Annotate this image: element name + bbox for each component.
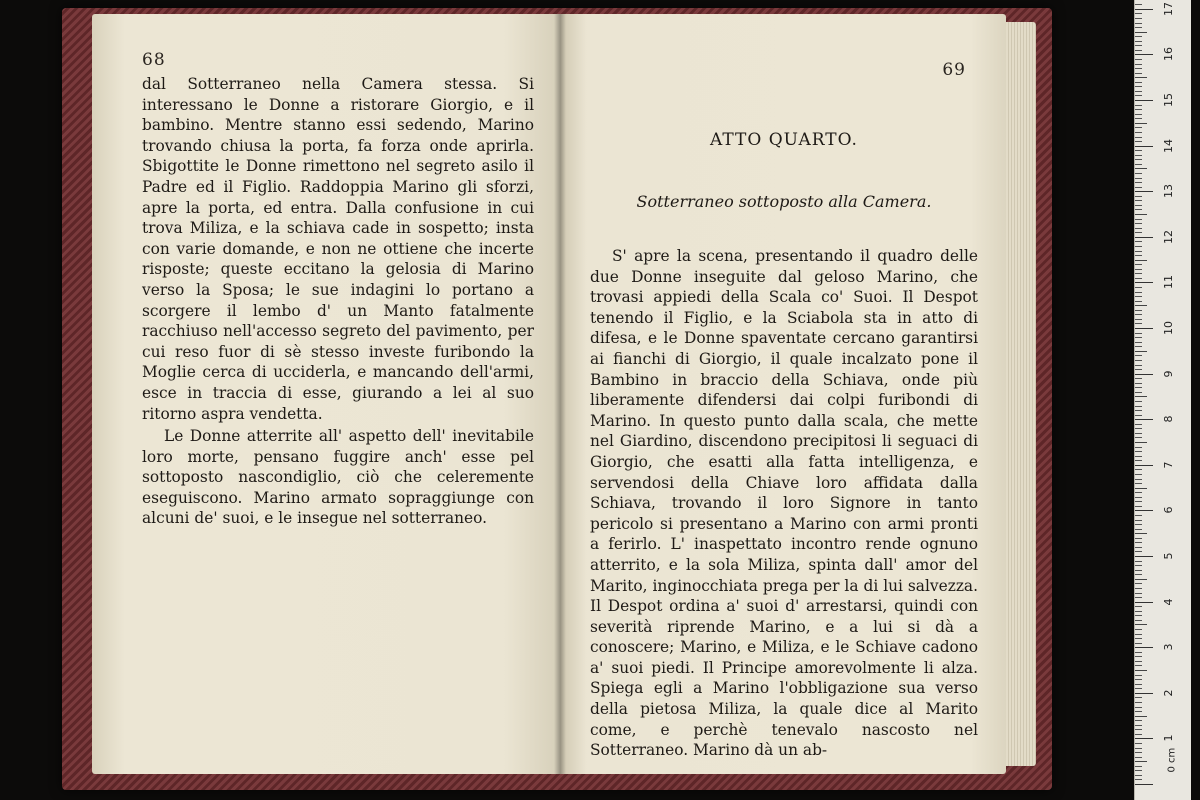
ruler-tick xyxy=(1135,4,1142,5)
ruler-label: 14 xyxy=(1162,138,1175,153)
ruler-tick xyxy=(1135,23,1142,24)
ruler-tick xyxy=(1135,77,1147,78)
measuring-ruler xyxy=(1134,0,1191,800)
ruler-tick xyxy=(1135,734,1142,735)
ruler-tick xyxy=(1135,542,1142,543)
ruler-tick xyxy=(1135,251,1142,252)
ruler-tick xyxy=(1135,191,1153,192)
ruler-label: 8 xyxy=(1162,415,1175,423)
ruler-tick xyxy=(1135,50,1142,51)
ruler-tick xyxy=(1135,702,1142,703)
ruler-tick xyxy=(1135,287,1142,288)
ruler-tick xyxy=(1135,766,1142,767)
ruler-tick xyxy=(1135,442,1147,443)
ruler-tick xyxy=(1135,95,1142,96)
ruler-unit-label: 0 cm xyxy=(1166,747,1178,773)
ruler-tick xyxy=(1135,469,1142,470)
ruler-tick xyxy=(1135,214,1147,215)
ruler-tick xyxy=(1135,474,1142,475)
ruler-tick xyxy=(1135,323,1142,324)
ruler-tick xyxy=(1135,383,1142,384)
ruler-tick xyxy=(1135,255,1142,256)
ruler-tick xyxy=(1135,32,1147,33)
ruler-tick xyxy=(1135,456,1142,457)
ruler-tick xyxy=(1135,155,1142,156)
scene-title: Sotterraneo sottoposto alla Camera. xyxy=(636,192,932,211)
ruler-tick xyxy=(1135,529,1142,530)
ruler-tick xyxy=(1135,570,1142,571)
ruler-tick xyxy=(1135,551,1142,552)
ruler-tick xyxy=(1135,374,1153,375)
ruler-tick xyxy=(1135,684,1142,685)
ruler-tick xyxy=(1135,164,1142,165)
ruler-label: 16 xyxy=(1162,47,1175,62)
ruler-tick xyxy=(1135,178,1142,179)
ruler-tick xyxy=(1135,624,1147,625)
ruler-tick xyxy=(1135,360,1142,361)
ruler-tick xyxy=(1135,114,1142,115)
act-title: ATTO QUARTO. xyxy=(710,130,858,150)
ruler-tick xyxy=(1135,200,1142,201)
ruler-tick xyxy=(1135,273,1142,274)
ruler-tick xyxy=(1135,433,1142,434)
ruler-tick xyxy=(1135,91,1142,92)
ruler-label: 1 xyxy=(1162,734,1175,742)
ruler-tick xyxy=(1135,41,1142,42)
left-page-number: 68 xyxy=(142,50,166,70)
ruler-tick xyxy=(1135,237,1153,238)
ruler-tick xyxy=(1135,346,1142,347)
ruler-tick xyxy=(1135,679,1142,680)
right-page xyxy=(560,14,1006,774)
ruler-label: 10 xyxy=(1162,321,1175,335)
ruler-tick xyxy=(1135,711,1142,712)
ruler-tick xyxy=(1135,59,1142,60)
ruler-label: 3 xyxy=(1162,643,1175,651)
ruler-tick xyxy=(1135,460,1142,461)
ruler-label: 11 xyxy=(1162,275,1175,290)
ruler-tick xyxy=(1135,260,1147,261)
ruler-tick xyxy=(1135,355,1142,356)
ruler-tick xyxy=(1135,365,1142,366)
ruler-tick xyxy=(1135,697,1142,698)
ruler-tick xyxy=(1135,602,1153,603)
ruler-tick xyxy=(1135,593,1142,594)
ruler-label: 6 xyxy=(1162,506,1175,514)
ruler-tick xyxy=(1135,150,1142,151)
ruler-tick xyxy=(1135,497,1142,498)
ruler-tick xyxy=(1135,761,1147,762)
ruler-tick xyxy=(1135,369,1142,370)
ruler-label: 2 xyxy=(1162,689,1175,697)
ruler-tick xyxy=(1135,132,1142,133)
ruler-tick xyxy=(1135,506,1142,507)
ruler-tick xyxy=(1135,501,1142,502)
ruler-tick xyxy=(1135,264,1142,265)
ruler-tick xyxy=(1135,643,1142,644)
ruler-tick xyxy=(1135,401,1142,402)
ruler-tick xyxy=(1135,305,1147,306)
ruler-tick xyxy=(1135,205,1142,206)
ruler-tick xyxy=(1135,620,1142,621)
ruler-tick xyxy=(1135,520,1142,521)
ruler-tick xyxy=(1135,415,1142,416)
ruler-tick xyxy=(1135,187,1142,188)
ruler-tick xyxy=(1135,296,1142,297)
ruler-tick xyxy=(1135,665,1142,666)
ruler-tick xyxy=(1135,82,1142,83)
ruler-tick xyxy=(1135,314,1142,315)
ruler-tick xyxy=(1135,219,1142,220)
ruler-tick xyxy=(1135,387,1142,388)
ruler-tick xyxy=(1135,410,1142,411)
ruler-tick xyxy=(1135,611,1142,612)
ruler-tick xyxy=(1135,670,1147,671)
ruler-tick xyxy=(1135,515,1142,516)
ruler-tick xyxy=(1135,451,1142,452)
ruler-tick xyxy=(1135,13,1142,14)
ruler-tick xyxy=(1135,561,1142,562)
ruler-tick xyxy=(1135,547,1142,548)
ruler-tick xyxy=(1135,173,1142,174)
ruler-tick xyxy=(1135,100,1153,101)
ruler-tick xyxy=(1135,159,1142,160)
ruler-tick xyxy=(1135,9,1153,10)
ruler-tick xyxy=(1135,437,1142,438)
ruler-label: 17 xyxy=(1162,1,1175,16)
ruler-label: 4 xyxy=(1162,598,1175,606)
ruler-tick xyxy=(1135,392,1142,393)
ruler-tick xyxy=(1135,27,1142,28)
ruler-tick xyxy=(1135,729,1142,730)
ruler-tick xyxy=(1135,18,1142,19)
ruler-tick xyxy=(1135,223,1142,224)
ruler-tick xyxy=(1135,282,1153,283)
ruler-tick xyxy=(1135,168,1147,169)
left-page-text xyxy=(142,74,534,529)
ruler-tick xyxy=(1135,738,1153,739)
ruler-tick xyxy=(1135,465,1153,466)
ruler-label: 5 xyxy=(1162,552,1175,560)
ruler-label: 9 xyxy=(1162,370,1175,378)
ruler-tick xyxy=(1135,45,1142,46)
ruler-tick xyxy=(1135,351,1147,352)
ruler-tick xyxy=(1135,328,1153,329)
ruler-tick xyxy=(1135,488,1147,489)
ruler-tick xyxy=(1135,743,1142,744)
ruler-tick xyxy=(1135,479,1142,480)
ruler-label: 7 xyxy=(1162,461,1175,469)
ruler-tick xyxy=(1135,36,1142,37)
ruler-tick xyxy=(1135,396,1147,397)
right-page-number: 69 xyxy=(942,60,966,80)
ruler-tick xyxy=(1135,675,1142,676)
ruler-tick xyxy=(1135,232,1142,233)
ruler-tick xyxy=(1135,64,1142,65)
ruler-label: 13 xyxy=(1162,184,1175,199)
ruler-tick xyxy=(1135,538,1142,539)
left-paragraph-1: dal Sotterraneo nella Camera stessa. Si interessano le Donne a ristorare Giorgio, e il bambino. Mentre stanno essi sedendo, Marino trovando chiusa la porta, fa forza onde aprirla. Sbigottite le Donne rimettono nel segreto asilo il Padre ed il Figlio. Raddoppia Marino gli sforzi, apre la porta, ed entra. Dalla confusione in cui trova Miliza, e la schiava cade in sospetto; insta con varie domande, e non ne ottiene che incerte risposte; queste eccitano la gelosia di Marino verso la Sposa; le sue indagini lo portano a scorgere il lembo d' un Manto fatalmente racchiuso nell'accesso segreto del pavimento, per cui reso fuor di sè stesso investe furibondo la Moglie cerca di ucciderla, e mancando dell'armi, esce in traccia di esse, giurando a lei al suo ritorno aspra vendetta. xyxy=(142,75,534,423)
ruler-tick xyxy=(1135,278,1142,279)
ruler-tick xyxy=(1135,588,1142,589)
ruler-tick xyxy=(1135,246,1142,247)
book-gutter xyxy=(554,14,566,774)
ruler-tick xyxy=(1135,105,1142,106)
ruler-tick xyxy=(1135,748,1142,749)
ruler-label: 12 xyxy=(1162,229,1175,244)
ruler-tick xyxy=(1135,269,1142,270)
ruler-tick xyxy=(1135,720,1142,721)
ruler-tick xyxy=(1135,606,1142,607)
ruler-tick xyxy=(1135,492,1142,493)
page-edges xyxy=(1006,22,1036,766)
ruler-tick xyxy=(1135,615,1142,616)
ruler-tick xyxy=(1135,301,1142,302)
ruler-tick xyxy=(1135,779,1142,780)
ruler-tick xyxy=(1135,556,1153,557)
ruler-tick xyxy=(1135,127,1142,128)
ruler-tick xyxy=(1135,241,1142,242)
right-page-text xyxy=(590,246,978,761)
ruler-tick xyxy=(1135,406,1142,407)
ruler-tick xyxy=(1135,292,1142,293)
ruler-tick xyxy=(1135,688,1142,689)
ruler-tick xyxy=(1135,707,1142,708)
ruler-tick xyxy=(1135,378,1142,379)
ruler-tick xyxy=(1135,54,1153,55)
left-paragraph-2: Le Donne atterrite all' aspetto dell' inevitabile loro morte, pensano fuggire anch' esse pel sottoposto nascondiglio, ciò che celeremente eseguiscono. Marino armato sopraggiunge con alcuni de' suoi, e le insegue nel sotterraneo. xyxy=(142,427,534,528)
ruler-tick xyxy=(1135,333,1142,334)
ruler-tick xyxy=(1135,775,1142,776)
ruler-tick xyxy=(1135,652,1142,653)
ruler-tick xyxy=(1135,209,1142,210)
ruler-tick xyxy=(1135,419,1153,420)
ruler-tick xyxy=(1135,661,1142,662)
ruler-tick xyxy=(1135,310,1142,311)
ruler-tick xyxy=(1135,118,1142,119)
left-page xyxy=(92,14,560,774)
ruler-tick xyxy=(1135,725,1142,726)
ruler-tick xyxy=(1135,123,1147,124)
ruler-tick xyxy=(1135,73,1142,74)
ruler-tick xyxy=(1135,86,1142,87)
ruler-tick xyxy=(1135,579,1147,580)
ruler-tick xyxy=(1135,510,1153,511)
ruler-tick xyxy=(1135,597,1142,598)
ruler-tick xyxy=(1135,228,1142,229)
ruler-tick xyxy=(1135,342,1142,343)
ruler-tick xyxy=(1135,565,1142,566)
ruler-tick xyxy=(1135,337,1142,338)
ruler-tick xyxy=(1135,524,1142,525)
ruler-tick xyxy=(1135,752,1142,753)
ruler-tick xyxy=(1135,428,1142,429)
ruler-tick xyxy=(1135,656,1142,657)
ruler-tick xyxy=(1135,182,1142,183)
ruler-tick xyxy=(1135,68,1142,69)
ruler-label: 15 xyxy=(1162,93,1175,107)
ruler-tick xyxy=(1135,141,1142,142)
ruler-tick xyxy=(1135,647,1153,648)
ruler-tick xyxy=(1135,693,1153,694)
right-paragraph-1: S' apre la scena, presentando il quadro delle due Donne inseguite dal geloso Marino, che trovasi appiedi della Scala co' Suoi. Il Despot tenendo il Figlio, e la Sciabola sta in atto di difesa, e le Donne spaventate cercano garantirsi ai fianchi di Giorgio, il quale incalzato pone il Bambino in braccio della Schiava, onde più liberamente difendersi dai colpi furibondi di Marino. In questo punto dalla scala, che mette nel Giardino, discendono precipitosi li seguaci di Giorgio, che esatti alla fatta intelligenza, e servendosi della Chiave loro affidata dalla Schiava, trovando il loro Signore in tanto pericolo si presentano a Marino con armi pronti a ferirlo. L' inaspettato incontro rende ognuno atterrito, e la sola Miliza, spinta dall' amor del Marito, inginocchiata prega per la di lui salvezza. Il Despot ordina a' suoi d' arrestarsi, quindi con severità riprende Marino, e a lui si dà a conoscere; Marino, e Miliza, e le Schiave cadono a' suoi piedi. Il Principe amorevolmente li alza. Spiega egli a Marino l'obbligazione sua verso della pietosa Miliza, la quale dice al Marito come, e perchè tenevalo nascosto nel Sotterraneo. Marino dà un ab- xyxy=(590,247,978,760)
ruler-tick xyxy=(1135,574,1142,575)
ruler-tick xyxy=(1135,447,1142,448)
ruler-tick xyxy=(1135,770,1142,771)
ruler-tick xyxy=(1135,533,1147,534)
ruler-tick xyxy=(1135,638,1142,639)
ruler-tick xyxy=(1135,757,1142,758)
ruler-tick xyxy=(1135,629,1142,630)
ruler-tick xyxy=(1135,319,1142,320)
ruler-tick xyxy=(1135,716,1147,717)
ruler-tick xyxy=(1135,109,1142,110)
ruler-tick xyxy=(1135,424,1142,425)
ruler-tick xyxy=(1135,634,1142,635)
ruler-tick xyxy=(1135,196,1142,197)
ruler-tick xyxy=(1135,137,1142,138)
ruler-tick xyxy=(1135,784,1153,785)
ruler-tick xyxy=(1135,583,1142,584)
ruler-tick xyxy=(1135,483,1142,484)
ruler-tick xyxy=(1135,146,1153,147)
